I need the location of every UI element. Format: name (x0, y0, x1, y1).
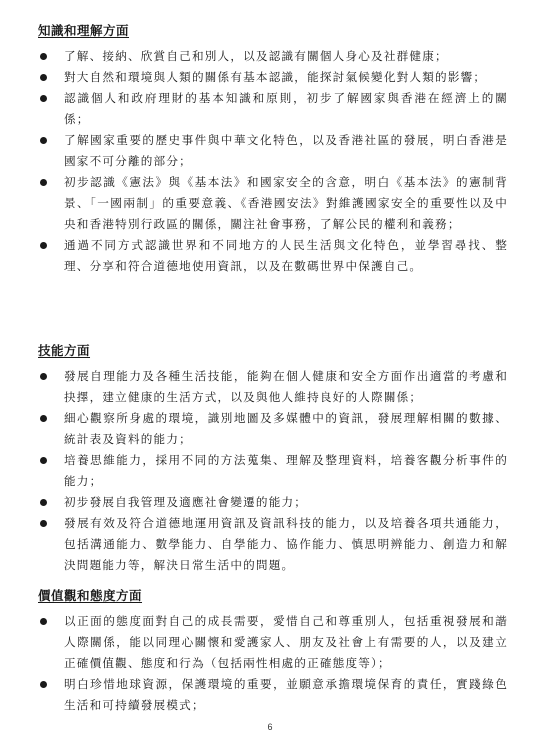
list-item: 通過不同方式認識世界和不同地方的人民生活與文化特色，並學習尋找、整理、分享和符合道德地使用資訊，以及在數碼世界中保護自己。 (38, 235, 508, 277)
knowledge-list (38, 46, 508, 277)
bullet-icon (40, 499, 47, 506)
bullet-icon (40, 373, 47, 380)
section-skills (38, 342, 508, 576)
list-item: 發展有效及符合道德地運用資訊及資訊科技的能力，以及培養各項共通能力，包括溝通能力、數學能力、自學能力、協作能力、慎思明辨能力、創造力和解決問題能力等，解決日常生活中的問題。 (38, 513, 508, 576)
bullet-icon (40, 520, 47, 527)
section-title-values: 價值觀和態度方面 (38, 588, 143, 603)
bullet-icon (40, 95, 47, 102)
list-item: 細心觀察所身處的環境，識別地圖及多媒體中的資訊，發展理解相關的數據、統計表及資料的能力； (38, 408, 508, 450)
section-knowledge (38, 22, 508, 277)
bullet-icon (40, 457, 47, 464)
list-item: 初步認識《憲法》與《基本法》和國家安全的含意，明白《基本法》的憲制背景、「一國兩制」的重要意義、《香港國安法》對維護國家安全的重要性以及中央和香港特別行政區的關係，關注社會事務，了解公民的權利和義務； (38, 172, 508, 235)
list-item: 初步發展自我管理及適應社會變遷的能力； (38, 492, 508, 513)
section-title-skills: 技能方面 (38, 343, 91, 358)
bullet-icon (40, 137, 47, 144)
list-item: 認識個人和政府理財的基本知識和原則，初步了解國家與香港在經濟上的關係； (38, 88, 508, 130)
list-item: 了解、接納、欣賞自己和別人，以及認識有關個人身心及社群健康； (38, 46, 508, 67)
list-item: 對大自然和環境與人類的關係有基本認識，能探討氣候變化對人類的影響； (38, 67, 508, 88)
bullet-icon (40, 74, 47, 81)
values-list (38, 611, 508, 716)
bullet-icon (40, 242, 47, 249)
bullet-icon (40, 53, 47, 60)
list-item: 以正面的態度面對自己的成長需要，愛惜自己和尊重別人，包括重視發展和諧人際關係，能以同理心關懷和愛護家人、朋友及社會上有需要的人，以及建立正確價值觀、態度和行為（包括兩性相處的正確態度等）； (38, 611, 508, 674)
list-item: 明白珍惜地球資源，保護環境的重要，並願意承擔環境保育的責任，實踐綠色生活和可持續發展模式； (38, 674, 508, 716)
list-item: 培養思維能力，採用不同的方法蒐集、理解及整理資料，培養客觀分析事件的能力； (38, 450, 508, 492)
skills-list (38, 366, 508, 576)
page-number: 6 (267, 722, 273, 732)
bullet-icon (40, 179, 47, 186)
section-title-knowledge: 知識和理解方面 (38, 23, 130, 38)
list-item: 了解國家重要的歷史事件與中華文化特色，以及香港社區的發展，明白香港是國家不可分離的部分； (38, 130, 508, 172)
section-values-attitudes (38, 587, 508, 716)
bullet-icon (40, 618, 47, 625)
bullet-icon (40, 681, 47, 688)
list-item: 發展自理能力及各種生活技能，能夠在個人健康和安全方面作出適當的考慮和抉擇，建立健康的生活方式，以及與他人維持良好的人際關係； (38, 366, 508, 408)
bullet-icon (40, 415, 47, 422)
